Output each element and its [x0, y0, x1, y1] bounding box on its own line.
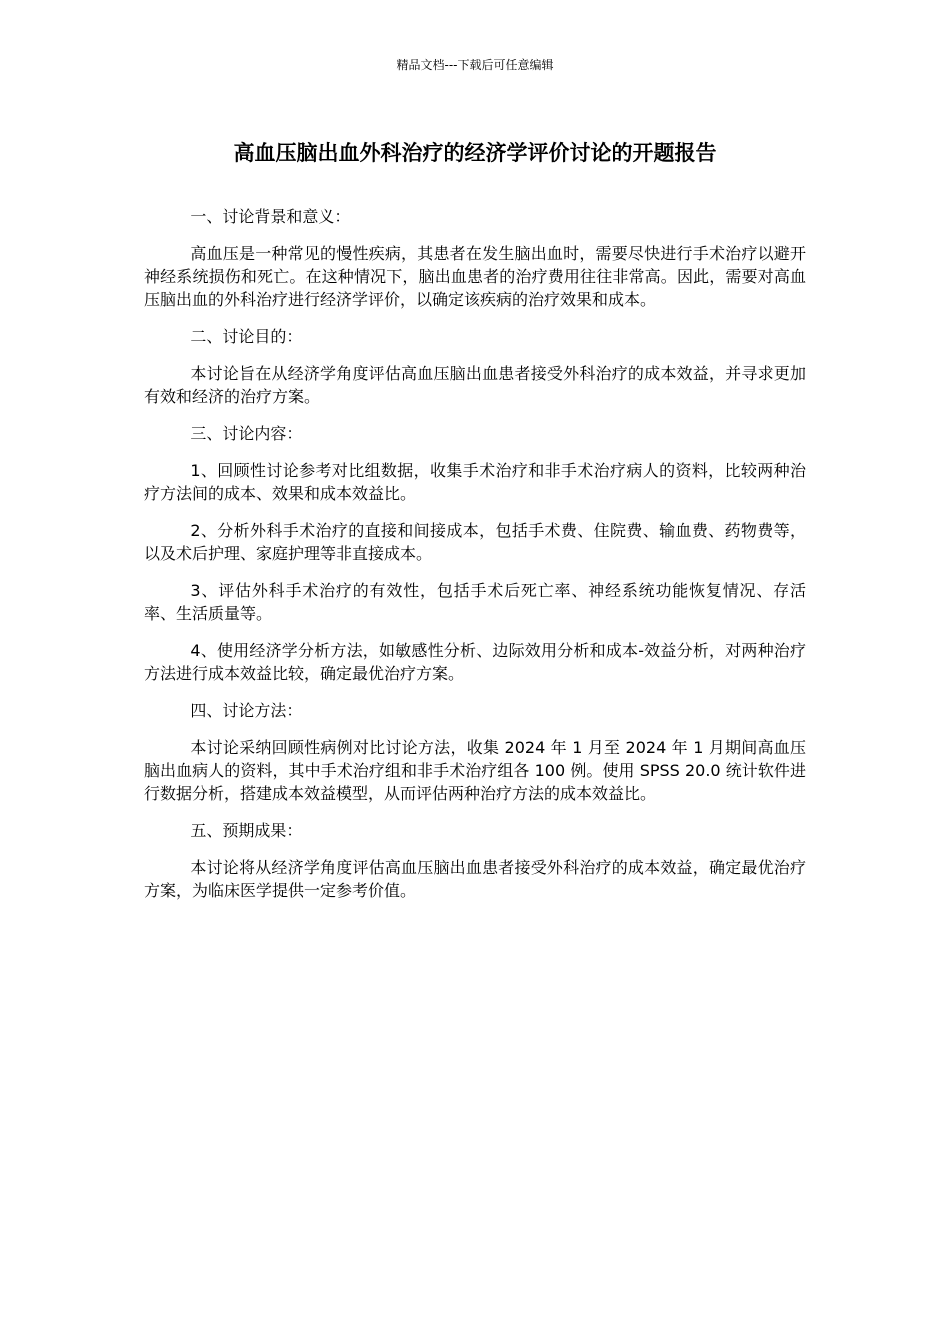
document-title: 高血压脑出血外科治疗的经济学评价讨论的开题报告 — [233, 141, 717, 165]
paragraph-method: 本讨论采纳回顾性病例对比讨论方法，收集 2024 年 1 月至 2024 年 1 月期间高血压脑出血病人的资料，其中手术治疗组和非手术治疗组各 100 例。使用 SPSS 20.0 统计软件进行数据分析，搭建成本效益模型，从而评估两种治疗方法的成本效益比。 — [144, 738, 806, 803]
paragraph-content-item-3: 3、评估外科手术治疗的有效性，包括手术后死亡率、神经系统功能恢复情况、存活率、生活质量等。 — [144, 581, 806, 623]
section-heading-outcomes: 五、预期成果： — [190, 821, 303, 840]
section-heading-content: 三、讨论内容： — [190, 424, 303, 443]
section-heading-purpose: 二、讨论目的： — [190, 327, 303, 346]
paragraph-outcomes: 本讨论将从经济学角度评估高血压脑出血患者接受外科治疗的成本效益，确定最优治疗方案，为临床医学提供一定参考价值。 — [144, 858, 806, 900]
paragraph-background: 高血压是一种常见的慢性疾病，其患者在发生脑出血时，需要尽快进行手术治疗以避开神经系统损伤和死亡。在这种情况下，脑出血患者的治疗费用往往非常高。因此，需要对高血压脑出血的外科治疗进行经济学评价，以确定该疾病的治疗效果和成本。 — [144, 244, 806, 309]
header-note: 精品文档---下载后可任意编辑 — [396, 58, 554, 72]
paragraph-content-item-2: 2、分析外科手术治疗的直接和间接成本，包括手术费、住院费、输血费、药物费等，以及术后护理、家庭护理等非直接成本。 — [144, 521, 806, 563]
section-heading-background: 一、讨论背景和意义： — [190, 207, 351, 226]
document-body — [144, 205, 806, 916]
paragraph-content-item-1: 1、回顾性讨论参考对比组数据，收集手术治疗和非手术治疗病人的资料，比较两种治疗方法间的成本、效果和成本效益比。 — [144, 461, 806, 503]
section-heading-method: 四、讨论方法： — [190, 701, 303, 720]
paragraph-purpose: 本讨论旨在从经济学角度评估高血压脑出血患者接受外科治疗的成本效益，并寻求更加有效和经济的治疗方案。 — [144, 364, 806, 406]
paragraph-content-item-4: 4、使用经济学分析方法，如敏感性分析、边际效用分析和成本-效益分析，对两种治疗方法进行成本效益比较，确定最优治疗方案。 — [144, 641, 806, 683]
